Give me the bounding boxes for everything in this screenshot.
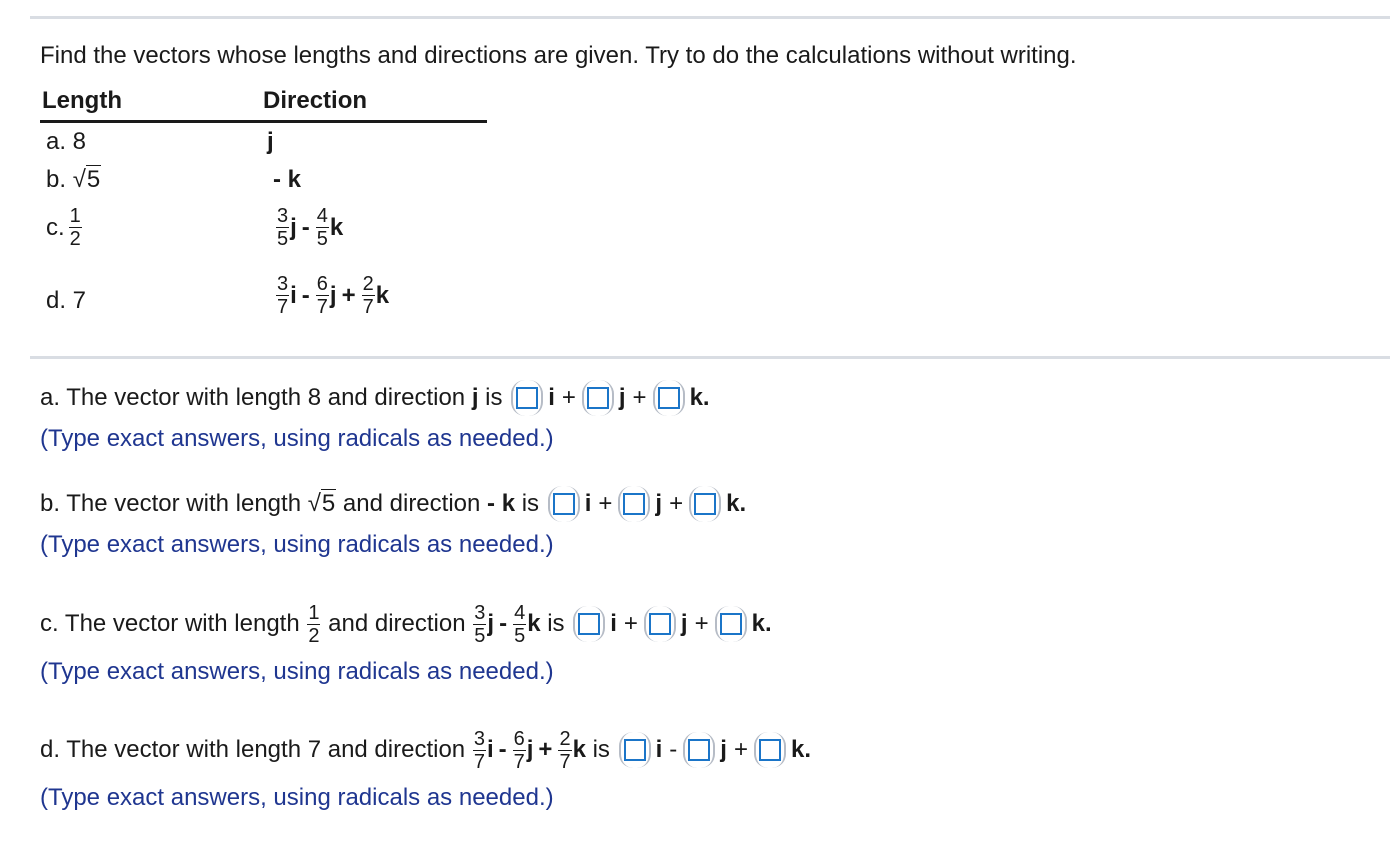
answer-box	[683, 732, 715, 768]
top-divider	[30, 16, 1390, 19]
question-line: b. The vector with length √5 and direction - k is i + j + k.	[40, 483, 749, 525]
hint-text: (Type exact answers, using radicals as needed.)	[40, 658, 554, 685]
problem-prompt: Find the vectors whose lengths and directions are given. Try to do the calculations without writing.	[40, 42, 1077, 69]
table-header	[40, 84, 487, 123]
answer-box	[689, 486, 721, 522]
answer-box	[618, 486, 650, 522]
question-line: c. The vector with length $\frac{1}{2}$ and direction $\frac{3}{5}$ j - $\frac{4}{5}$ k is i + j + k.	[40, 601, 772, 647]
fraction: $\frac{6}{7}$	[316, 273, 328, 318]
answer-d-j-input[interactable]	[688, 739, 710, 761]
fraction: $\frac{3}{5}$	[277, 205, 289, 250]
fraction: $\frac{6}{7}$	[513, 727, 525, 773]
question-b	[40, 483, 749, 559]
answer-box	[548, 486, 580, 522]
hint-text: (Type exact answers, using radicals as needed.)	[40, 784, 554, 811]
fraction: $\frac{4}{5}$	[514, 601, 526, 647]
answer-box	[511, 380, 543, 416]
answer-box	[715, 606, 747, 642]
answer-c-i-input[interactable]	[578, 613, 600, 635]
question-d	[40, 722, 814, 812]
direction-cell: $\frac{3}{7}$ i - $\frac{6}{7}$ j + $\frac{2}{7}$ k	[277, 273, 390, 318]
length-cell: d. 7	[46, 287, 87, 314]
answer-box	[653, 380, 685, 416]
fraction: $\frac{1}{2}$	[69, 205, 81, 250]
question-c	[40, 596, 775, 686]
fraction: $\frac{2}{7}$	[362, 273, 374, 318]
answer-b-i-input[interactable]	[553, 493, 575, 515]
answer-d-i-input[interactable]	[624, 739, 646, 761]
answer-box	[582, 380, 614, 416]
answer-a-k-input[interactable]	[658, 387, 680, 409]
sqrt-expression: √5	[307, 490, 336, 517]
direction-header: Direction	[263, 87, 368, 114]
answer-box	[644, 606, 676, 642]
answer-a-i-input[interactable]	[516, 387, 538, 409]
length-cell: c. $\frac{1}{2}$	[46, 205, 81, 250]
answer-d-k-input[interactable]	[759, 739, 781, 761]
fraction: $\frac{4}{5}$	[316, 205, 328, 250]
answer-a-j-input[interactable]	[587, 387, 609, 409]
hint-text: (Type exact answers, using radicals as needed.)	[40, 425, 554, 452]
fraction: $\frac{1}{2}$	[308, 601, 320, 647]
answer-box	[573, 606, 605, 642]
answer-c-j-input[interactable]	[649, 613, 671, 635]
direction-cell: $\frac{3}{5}$ j - $\frac{4}{5}$ k	[277, 205, 344, 250]
length-cell: a. 8	[46, 128, 87, 155]
answer-c-k-input[interactable]	[720, 613, 742, 635]
given-table	[40, 84, 487, 318]
table-row	[40, 162, 487, 198]
length-header: Length	[42, 87, 122, 114]
question-line: a. The vector with length 8 and direction j is i + j + k.	[40, 377, 713, 419]
fraction: $\frac{3}{5}$	[474, 601, 486, 647]
answer-b-j-input[interactable]	[623, 493, 645, 515]
question-line: d. The vector with length 7 and direction $\frac{3}{7}$ i - $\frac{6}{7}$ j + $\frac{2}{7}$ k is i - j + k.	[40, 727, 811, 773]
table-row	[40, 204, 487, 258]
length-cell: b. √5	[46, 166, 101, 193]
section-divider	[30, 356, 1390, 359]
direction-cell: j	[267, 128, 274, 155]
fraction: $\frac{3}{7}$	[473, 727, 485, 773]
table-row	[40, 272, 487, 326]
answer-box	[619, 732, 651, 768]
fraction: $\frac{2}{7}$	[559, 727, 571, 773]
question-a	[40, 377, 713, 453]
answer-box	[754, 732, 786, 768]
answer-b-k-input[interactable]	[694, 493, 716, 515]
fraction: $\frac{3}{7}$	[277, 273, 289, 318]
hint-text: (Type exact answers, using radicals as needed.)	[40, 531, 554, 558]
direction-cell: - k	[273, 166, 302, 193]
sqrt-expression: √5	[72, 166, 101, 193]
table-row	[40, 124, 487, 158]
